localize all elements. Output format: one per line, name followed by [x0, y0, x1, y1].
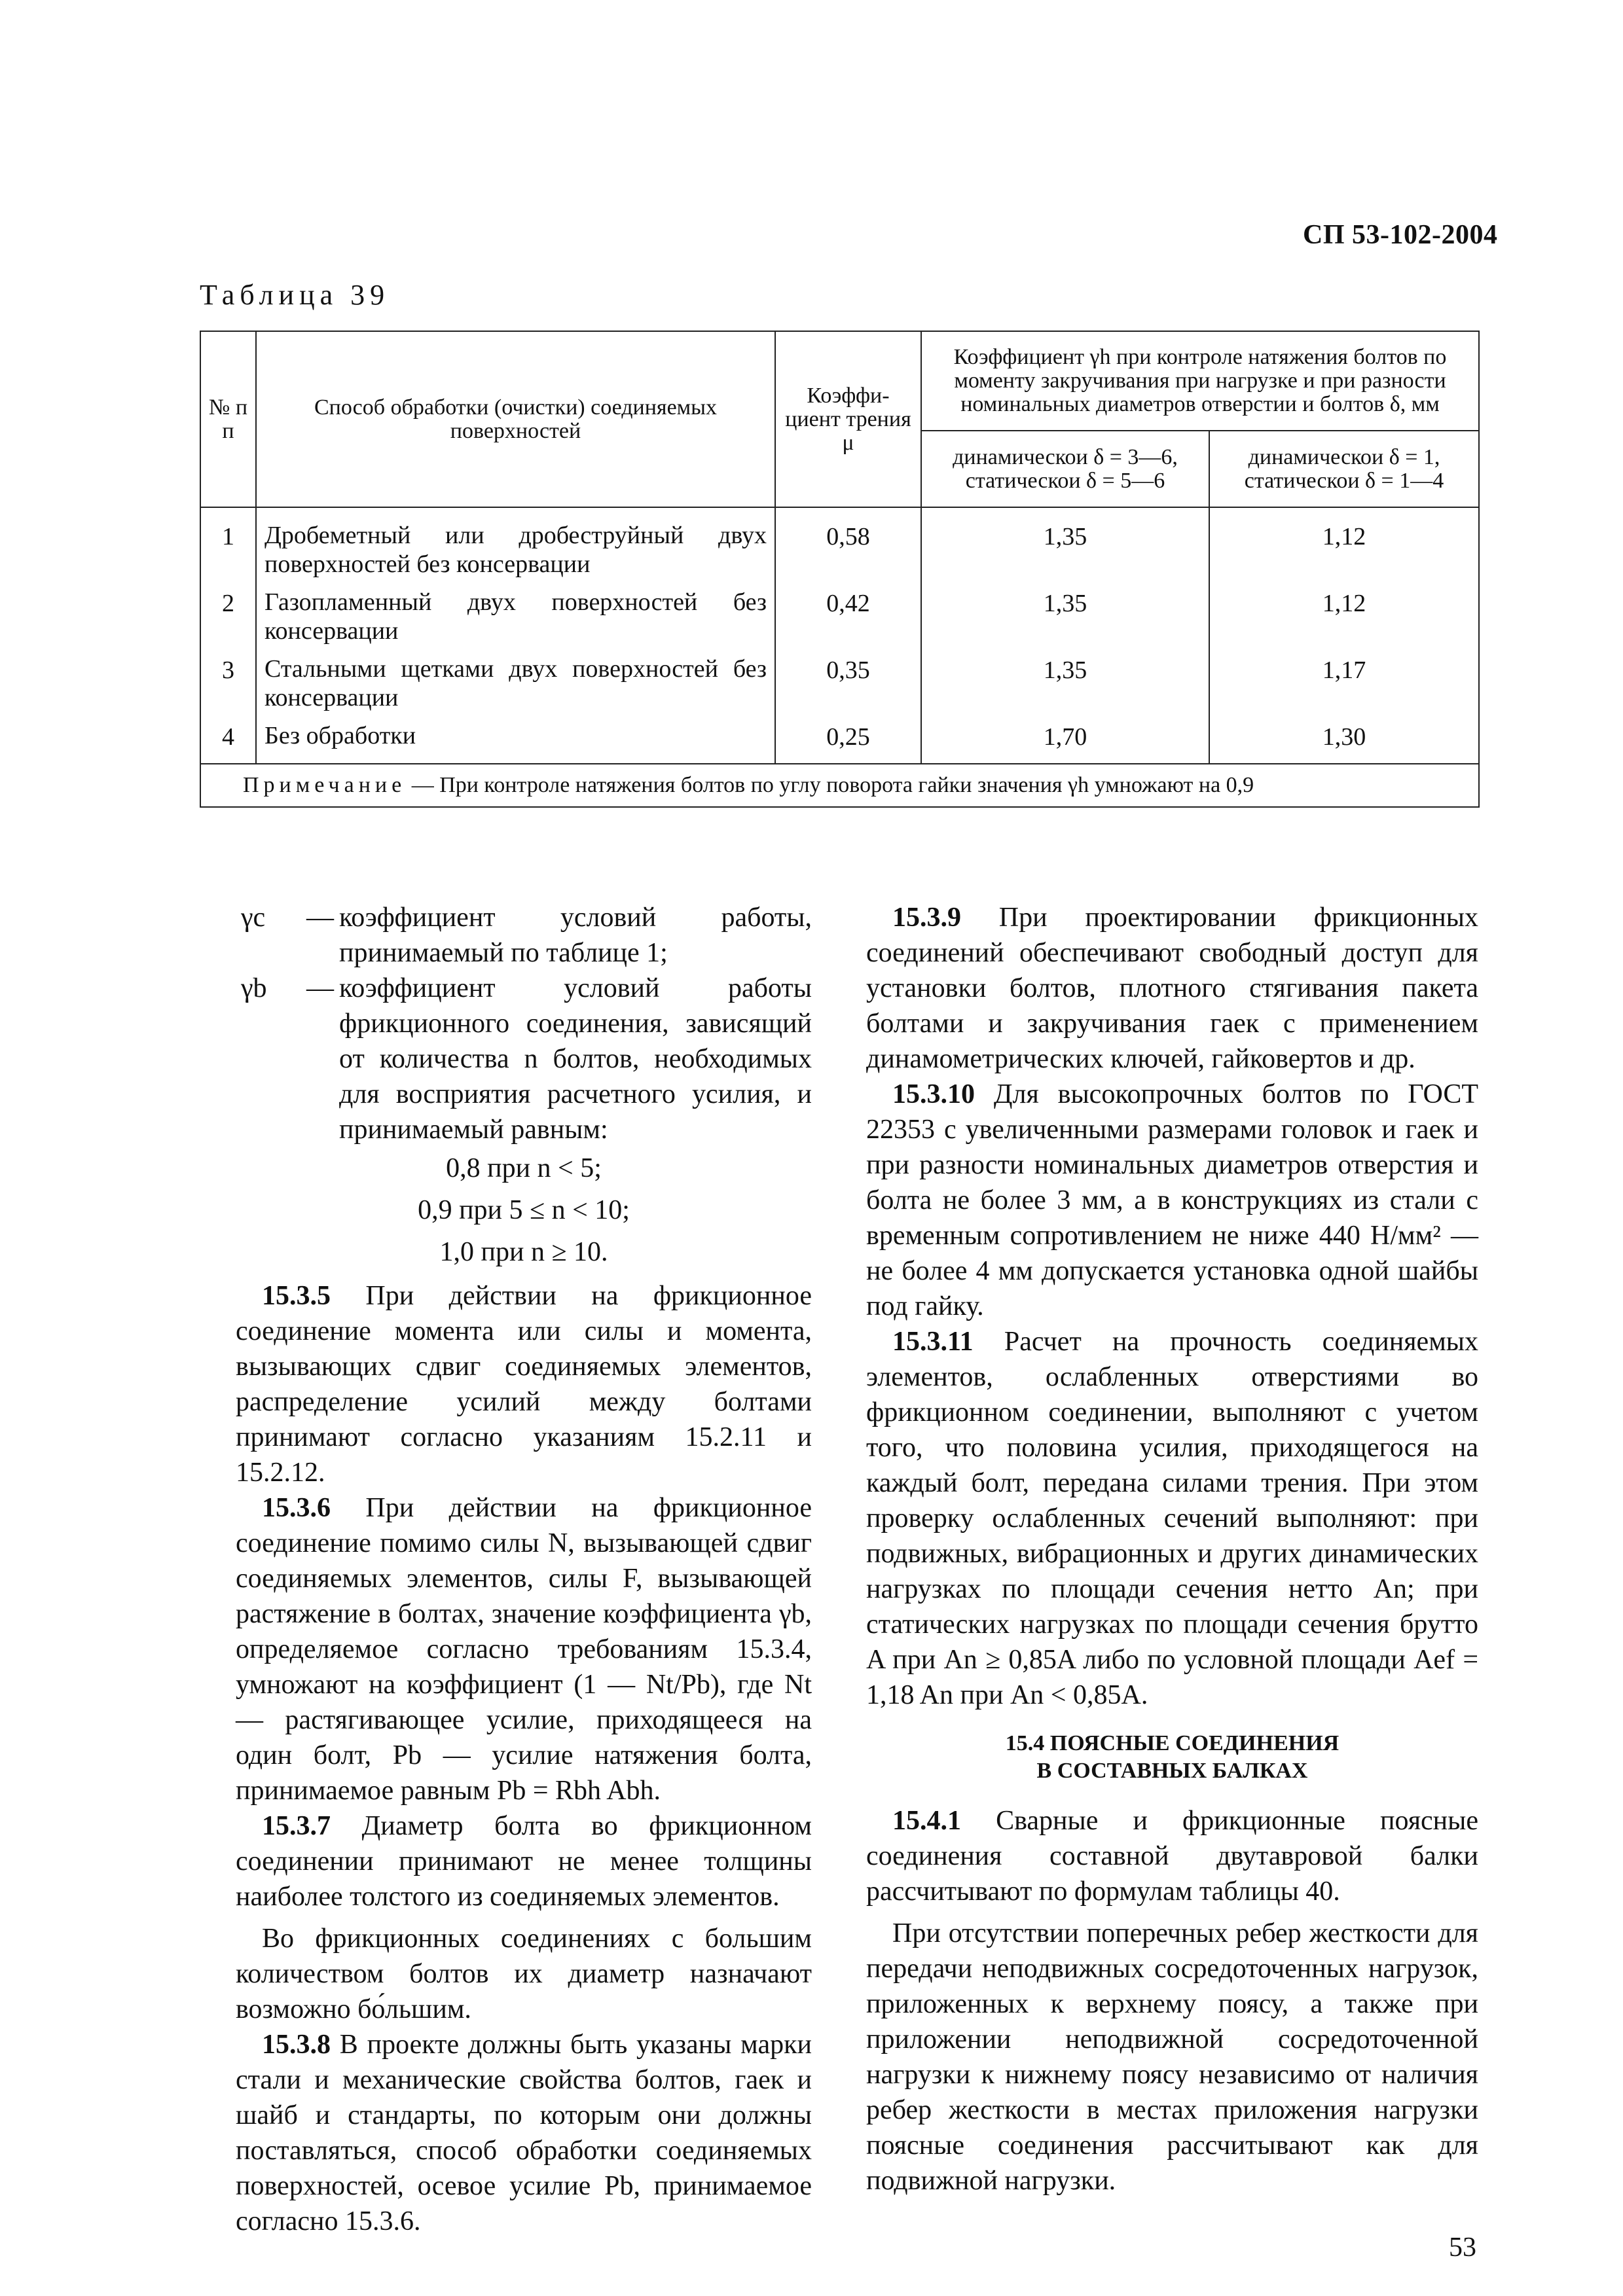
clause-number: 15.4.1: [892, 1806, 961, 1836]
row-num: 3: [200, 645, 256, 712]
dash: —: [306, 973, 334, 1003]
clause-number: 15.3.8: [262, 2030, 331, 2060]
row-method: Без обработки: [256, 712, 775, 764]
row-mu: 0,42: [775, 579, 921, 645]
row-gamma-2: 1,12: [1209, 579, 1479, 645]
paragraph-15-4-1: 15.4.1 Сварные и фрикционные поясные соединения составной двутавровой балки рассчитывают по формулам таблицы 40.: [866, 1806, 1478, 1907]
paragraph-15-4-1-b: При отсутствии поперечных ребер жесткости для передачи неподвижных сосредоточенных нагрузок, приложенных к верхнему поясу, а также при приложении неподвижной сосредоточенной нагрузки к нижнему поясу независимо от наличия ребер жесткости в местах приложения нагрузки поясные соединения рассчитывают как для подвижной нагрузки.: [866, 1918, 1478, 2196]
clause-number: 15.3.9: [892, 903, 961, 933]
definition-gamma-b: [236, 971, 812, 1147]
header-sub-dynamic-1: динамическои δ = 1, статическои δ = 1—4: [1209, 431, 1479, 507]
symbol-gamma-c: γc: [241, 903, 266, 933]
row-mu: 0,58: [775, 507, 921, 579]
table-39: [200, 331, 1480, 808]
row-gamma-1: 1,35: [921, 507, 1209, 579]
row-method: Дробеметный или дробеструйный двух поверхностей без консервации: [256, 507, 775, 579]
table-note: [200, 764, 1479, 807]
left-column: [236, 900, 812, 2239]
table-caption: Таблица 39: [200, 279, 390, 311]
paragraph-15-3-7: 15.3.7 Диаметр болта во фрикционном соединении принимают не менее толщины наиболее толстого из соединяемых элементов.: [236, 1811, 812, 1912]
header-gamma-group: Коэффициент γh при контроле натяжения болтов по моменту закручивания при нагрузке и при разности номинальных диаметров отверстии и болтов δ, мм: [921, 331, 1479, 431]
row-num: 2: [200, 579, 256, 645]
definition-text: коэффициент условий работы фрикционного соединения, зависящий от количества n болтов, необходимых для восприятия расчетного усилия, и принимаемый равным:: [339, 973, 812, 1145]
definition-gamma-c: [236, 900, 812, 971]
formula-line: 1,0 при n ≥ 10.: [439, 1237, 608, 1267]
row-gamma-1: 1,35: [921, 579, 1209, 645]
formula-line: 0,9 при 5 ≤ n < 10;: [418, 1195, 630, 1225]
paragraph-15-3-5: 15.3.5 При действии на фрикционное соединение момента или силы и момента, вызывающих сдвиг соединяемых элементов, распределение усилий между болтами принимают согласно указаниям 15.2.11 и 15.2.12.: [236, 1281, 812, 1488]
dash: —: [306, 903, 334, 933]
section-title: 15.4 ПОЯСНЫЕ СОЕДИНЕНИЯ В СОСТАВНЫХ БАЛКАХ: [1005, 1731, 1340, 1783]
note-text: — При контроле натяжения болтов по углу поворота гайки значения γh умножают на 0,9: [406, 773, 1254, 797]
row-gamma-1: 1,70: [921, 712, 1209, 764]
clause-number: 15.3.5: [262, 1281, 331, 1311]
note-label: Примечание: [243, 773, 407, 797]
paragraph-15-3-10: 15.3.10 Для высокопрочных болтов по ГОСТ 22353 с увеличенными размерами головок и гаек и при разности номинальных диаметров отверстия и болта не более 3 мм, а в конструкциях из стали с временным сопротивлением не ниже 440 Н/мм² — не более 4 мм допускается установка одной шайбы под гайку.: [866, 1079, 1478, 1321]
row-gamma-2: 1,12: [1209, 507, 1479, 579]
table-row: [200, 712, 1479, 764]
row-method: Газопламенный двух поверхностей без консервации: [256, 579, 775, 645]
header-sub-dynamic-3-6: динамическои δ = 3—6, статическои δ = 5—6: [921, 431, 1209, 507]
row-num: 4: [200, 712, 256, 764]
paragraph-15-3-6: 15.3.6 При действии на фрикционное соединение помимо силы N, вызывающей сдвиг соединяемых элементов, силы F, вызывающей растяжение в болтах, значение коэффициента γb, определяемое согласно требованиям 15.3.4, умножают на коэффициент (1 — Nt/Pb), где Nt — растягивающее усилие, приходящееся на один болт, Pb — усилие натяжения болта, принимаемое равным Pb = Rbh Abh.: [236, 1493, 812, 1806]
symbol-gamma-b: γb: [241, 973, 267, 1003]
document-code: СП 53-102-2004: [1303, 220, 1498, 250]
paragraph-15-3-9: 15.3.9 При проектировании фрикционных соединений обеспечивают свободный доступ для установки болтов, плотного стягивания пакета болтами и закручивания гаек с применением динамометрических ключей, гайковертов и др.: [866, 903, 1478, 1074]
paragraph-15-3-7-b: Во фрикционных соединениях с большим количеством болтов их диаметр назначают возможно бо́льшим.: [236, 1924, 812, 2024]
row-gamma-2: 1,30: [1209, 712, 1479, 764]
paragraph-15-3-11: 15.3.11 Расчет на прочность соединяемых элементов, ослабленных отверстиями во фрикционном соединении, выполняют с учетом того, что половина усилия, приходящегося на каждый болт, передана силами трения. При этом проверку ослабленных сечений выполняют: при подвижных, вибрационных и других динамических нагрузках по площади сечения нетто An; при статических нагрузках по площади сечения брутто A при An ≥ 0,85A либо по условной площади Aef = 1,18 An при An < 0,85A.: [866, 1327, 1478, 1710]
row-gamma-1: 1,35: [921, 645, 1209, 712]
table-row: [200, 507, 1479, 579]
right-column: [866, 900, 1478, 2198]
table-row: [200, 579, 1479, 645]
header-method: Способ обработки (очистки) соединяемых поверхностей: [256, 331, 775, 507]
header-friction: Коэффи-циент трения μ: [775, 331, 921, 507]
row-num: 1: [200, 507, 256, 579]
row-mu: 0,25: [775, 712, 921, 764]
row-gamma-2: 1,17: [1209, 645, 1479, 712]
definition-text: коэффициент условий работы, принимаемый по таблице 1;: [339, 903, 812, 968]
clause-number: 15.3.6: [262, 1493, 331, 1523]
paragraph-15-3-8: 15.3.8 В проекте должны быть указаны марки стали и механические свойства болтов, гаек и шайб и стандарты, по которым они должны поставляться, способ обработки соединяемых поверхностей, осевое усилие Pb, принимаемое согласно 15.3.6.: [236, 2030, 812, 2236]
page-number: 53: [1449, 2233, 1476, 2263]
table-row: [200, 645, 1479, 712]
row-method: Стальными щетками двух поверхностей без консервации: [256, 645, 775, 712]
header-num: № п п: [200, 331, 256, 507]
formula-line: 0,8 при n < 5;: [446, 1153, 602, 1183]
row-mu: 0,35: [775, 645, 921, 712]
clause-number: 15.3.7: [262, 1811, 331, 1841]
clause-number: 15.3.11: [892, 1327, 974, 1357]
clause-number: 15.3.10: [892, 1079, 975, 1109]
